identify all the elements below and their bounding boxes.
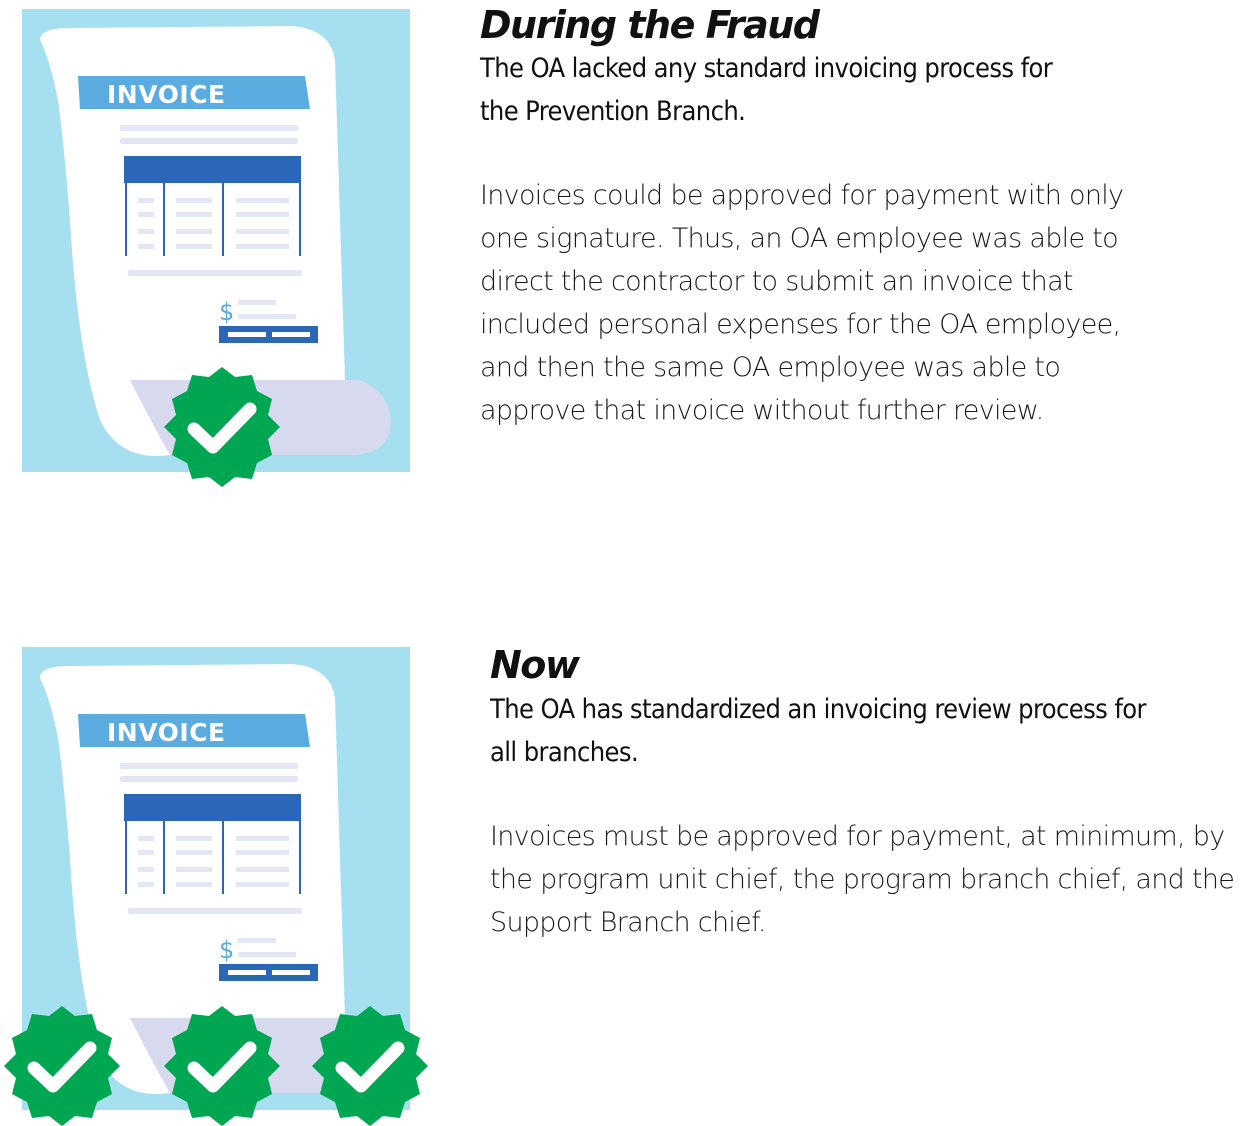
dollar-icon: $	[219, 298, 235, 326]
section-fraud-text	[480, 2, 1240, 432]
section-body: Invoices could be approved for payment with only one signature. Thus, an OA employee was able to direct the contractor to submit an invoice that included personal expenses for the OA employee, and then the same OA employee was able to approve that invoice without further review.	[480, 180, 1124, 426]
invoice-label: INVOICE	[107, 80, 226, 109]
invoice-label: INVOICE	[107, 718, 226, 747]
section-now-text	[490, 642, 1250, 944]
section-heading: During the Fraud	[480, 3, 819, 47]
dollar-icon: $	[219, 936, 235, 964]
section-body: Invoices must be approved for payment, at minimum, by the program unit chief, the program branch chief, and the Support Branch chief.	[490, 821, 1235, 938]
section-lead: The OA has standardized an invoicing review process for all branches.	[490, 694, 1146, 768]
invoice-illustration-fraud	[0, 0, 440, 500]
section-lead: The OA lacked any standard invoicing process for the Prevention Branch.	[480, 53, 1053, 127]
section-heading: Now	[490, 643, 579, 687]
invoice-illustration-now	[0, 638, 440, 1126]
